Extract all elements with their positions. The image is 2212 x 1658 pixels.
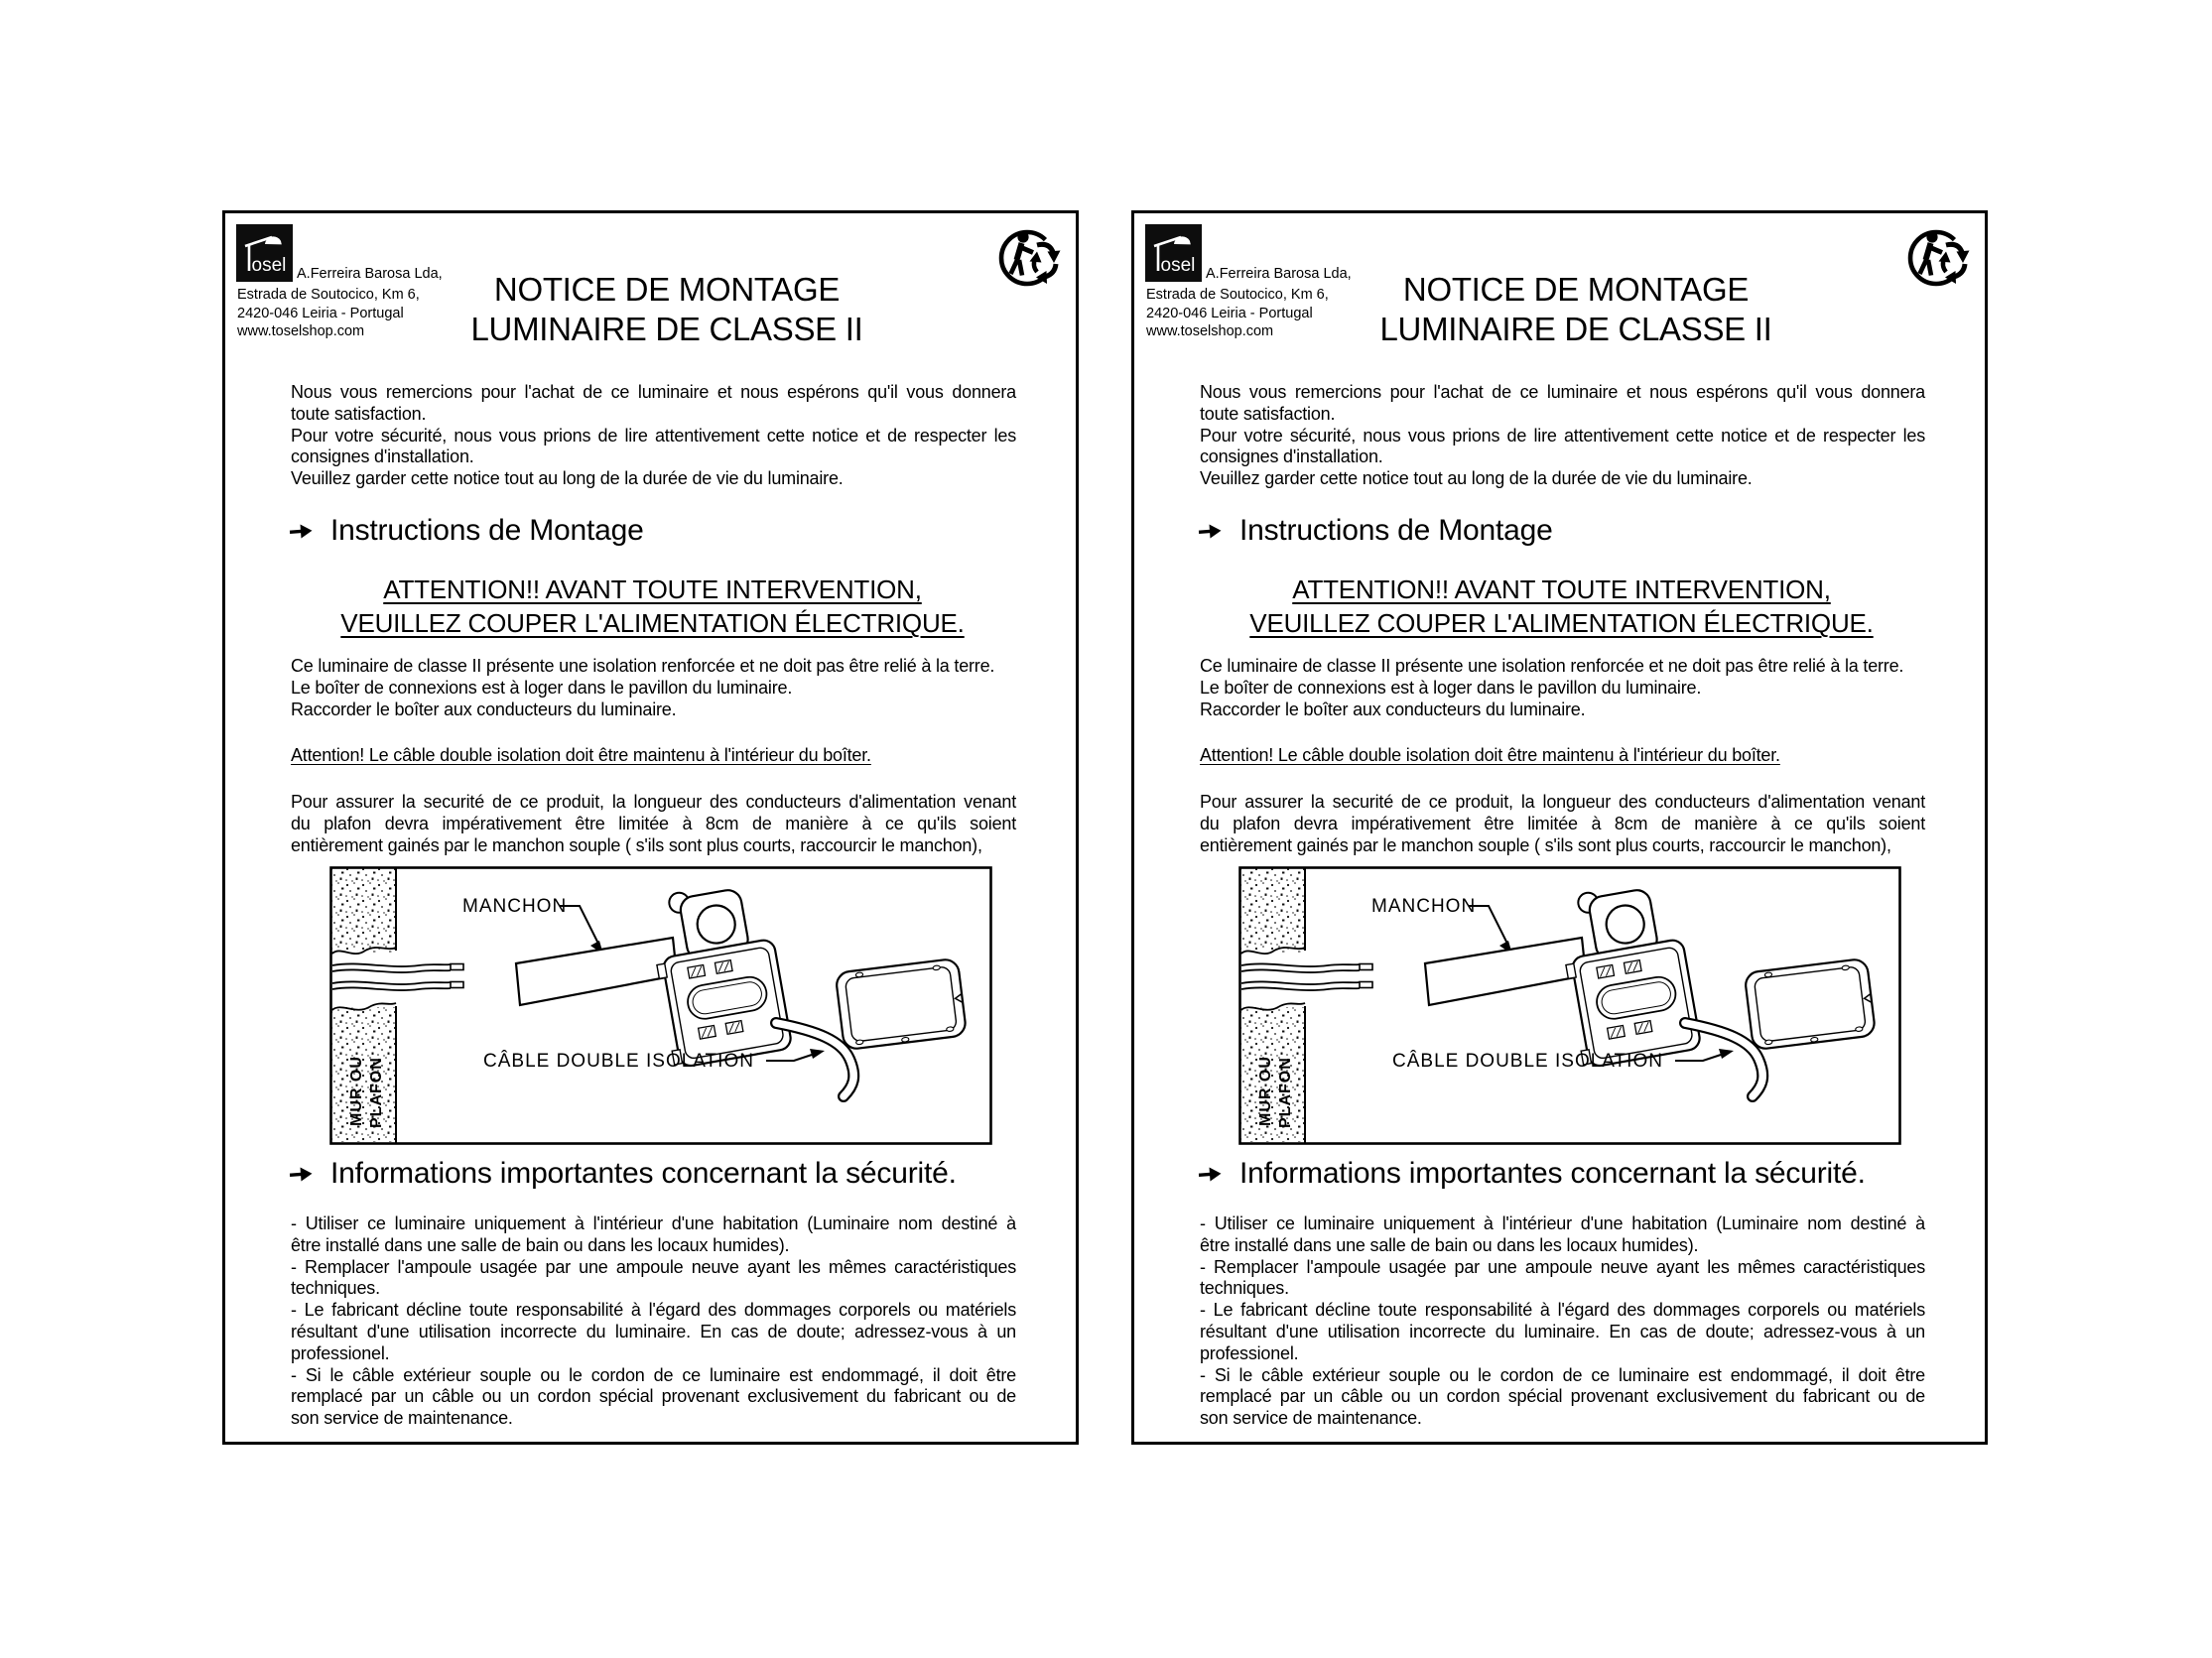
paragraph [1200, 426, 1925, 469]
text-line: professionel. [291, 1342, 390, 1363]
arrow-right-icon [1197, 522, 1222, 541]
paragraph [1200, 700, 1925, 721]
text-line: Ce luminaire de classe II présente une isolation renforcée et ne doit pas être relié à la terre. [291, 656, 995, 676]
paragraph [1200, 678, 1925, 700]
safety-items [291, 1213, 1016, 1430]
text-line: - Utiliser ce luminaire uniquement à l'intérieur d'une habitation (Luminaire nom destiné à [291, 1213, 1016, 1233]
section-heading-label: Informations importantes concernant la sécurité. [1239, 1157, 1866, 1190]
text-line: Raccorder le boîter aux conducteurs du luminaire. [291, 699, 677, 719]
safety-item [1200, 1213, 1925, 1257]
text-line: remplacé par un câble ou un cordon spécial provenant exclusivement du fabricant ou de [1200, 1386, 1925, 1407]
company-website: www.toselshop.com [1146, 323, 1274, 339]
safety-item [291, 1257, 1016, 1301]
paragraph [291, 678, 1016, 700]
safety-item [291, 1300, 1016, 1364]
lamp-icon [236, 224, 293, 282]
manchon-label: MANCHON [1371, 896, 1477, 917]
text-line: - Si le câble extérieur souple ou le cordon de ce luminaire est endommagé, il doit être [291, 1364, 1016, 1385]
text-line: résultant d'une utilisation incorrecte du luminaire. En cas de doute; adressez-vous à un [291, 1321, 1016, 1341]
paragraph [291, 468, 1016, 490]
notice-page [1131, 210, 1988, 1445]
warning-line-2: VEUILLEZ COUPER L'ALIMENTATION ÉLECTRIQUE. [340, 608, 965, 638]
triman-recycling-icon [1906, 222, 1972, 292]
triman-recycling-icon [997, 222, 1063, 292]
text-line: Veuillez garder cette notice tout au long de la durée de vie du luminaire. [1200, 468, 1753, 489]
class2-paragraphs [1200, 656, 1925, 720]
text-line: techniques. [1200, 1278, 1289, 1299]
warning-text [289, 573, 1016, 640]
paragraph [291, 656, 1016, 678]
intro-paragraphs [291, 382, 1016, 490]
text-line: remplacé par un câble ou un cordon spécial provenant exclusivement du fabricant ou de [291, 1386, 1016, 1407]
paragraph [1200, 656, 1925, 678]
paragraph [291, 700, 1016, 721]
class2-paragraphs [291, 656, 1016, 720]
wall-label-line1: MUR OU [1257, 1056, 1274, 1126]
text-line: - Si le câble extérieur souple ou le cordon de ce luminaire est endommagé, il doit être [1200, 1364, 1925, 1385]
wall-label-line2: PLAFON [368, 1057, 385, 1128]
address-line-1: Estrada de Soutocico, Km 6, [237, 287, 420, 303]
cable-label: CÂBLE DOUBLE ISOLATION [1392, 1051, 1663, 1072]
attention-note: Attention! Le câble double isolation doit être maintenu à l'intérieur du boîter. [291, 745, 871, 765]
title-line-1: NOTICE DE MONTAGE [1402, 271, 1750, 308]
text-line: son service de maintenance. [1200, 1408, 1422, 1429]
text-line: être installé dans une salle de bain ou dans les locaux humides). [1200, 1234, 1699, 1255]
text-line: Pour votre sécurité, nous vous prions de lire attentivement cette notice et de respecter les [1200, 425, 1925, 446]
address-line-1: Estrada de Soutocico, Km 6, [1146, 287, 1329, 303]
cover-plate [1745, 958, 1877, 1051]
section-heading-montage [1198, 514, 1553, 548]
lamp-icon [1145, 224, 1202, 282]
section-heading-label: Instructions de Montage [330, 514, 644, 547]
safety-paragraph [291, 792, 1016, 856]
company-name: A.Ferreira Barosa Lda, [297, 266, 443, 282]
company-website: www.toselshop.com [237, 323, 365, 339]
text-line: du plafon devra impérativement être limitée à 8cm de manière à ce qu'ils soient [291, 813, 1016, 833]
warning-line-2: VEUILLEZ COUPER L'ALIMENTATION ÉLECTRIQUE. [1249, 608, 1874, 638]
safety-item [291, 1213, 1016, 1257]
text-line: Nous vous remercions pour l'achat de ce luminaire et nous espérons qu'il vous donnera [291, 382, 1016, 402]
notice-page [222, 210, 1079, 1445]
installation-diagram [329, 866, 992, 1145]
paragraph [1200, 382, 1925, 426]
text-line: consignes d'installation. [291, 446, 474, 467]
manchon-label: MANCHON [462, 896, 568, 917]
intro-paragraphs [1200, 382, 1925, 490]
text-line: être installé dans une salle de bain ou dans les locaux humides). [291, 1234, 790, 1255]
section-heading-montage [289, 514, 644, 548]
text-line: Pour assurer la securité de ce produit, la longueur des conducteurs d'alimentation venant [291, 792, 1016, 812]
text-line: Le boîter de connexions est à loger dans le pavillon du luminaire. [1200, 677, 1702, 698]
text-line: - Remplacer l'ampoule usagée par une ampoule neuve ayant les mêmes caractéristiques [291, 1256, 1016, 1277]
title-line-1: NOTICE DE MONTAGE [493, 271, 841, 308]
wall-label-line2: PLAFON [1277, 1057, 1294, 1128]
installation-diagram [1238, 866, 1901, 1145]
recycling-arrows [1939, 244, 1970, 284]
logo-text: osel [1160, 255, 1196, 276]
title-line-2: LUMINAIRE DE CLASSE II [1379, 311, 1772, 347]
section-heading-securite [1198, 1157, 1866, 1191]
text-line: Veuillez garder cette notice tout au long de la durée de vie du luminaire. [291, 468, 844, 489]
warning-line-1: ATTENTION!! AVANT TOUTE INTERVENTION, [383, 574, 922, 604]
text-line: - Utiliser ce luminaire uniquement à l'intérieur d'une habitation (Luminaire nom destiné à [1200, 1213, 1925, 1233]
warning-text [1198, 573, 1925, 640]
section-heading-label: Informations importantes concernant la sécurité. [330, 1157, 957, 1190]
tosel-logo [1145, 224, 1202, 282]
arrow-right-icon [288, 1165, 313, 1184]
page-title [1268, 270, 1884, 349]
safety-item [1200, 1257, 1925, 1301]
text-line: entièrement gainés par le manchon souple ( s'ils sont plus courts, raccourcir le manchon), [291, 834, 982, 855]
arrow-right-icon [1197, 1165, 1222, 1184]
recycling-arrows [1030, 244, 1061, 284]
title-line-2: LUMINAIRE DE CLASSE II [470, 311, 863, 347]
paragraph [1200, 468, 1925, 490]
section-heading-label: Instructions de Montage [1239, 514, 1553, 547]
text-line: résultant d'une utilisation incorrecte du luminaire. En cas de doute; adressez-vous à un [1200, 1321, 1925, 1341]
company-name: A.Ferreira Barosa Lda, [1206, 266, 1352, 282]
cable-label: CÂBLE DOUBLE ISOLATION [483, 1051, 754, 1072]
text-line: Nous vous remercions pour l'achat de ce luminaire et nous espérons qu'il vous donnera [1200, 382, 1925, 402]
safety-item [1200, 1365, 1925, 1430]
text-line: entièrement gainés par le manchon souple ( s'ils sont plus courts, raccourcir le manchon), [1200, 834, 1891, 855]
paragraph [291, 426, 1016, 469]
text-line: Ce luminaire de classe II présente une isolation renforcée et ne doit pas être relié à la terre. [1200, 656, 1904, 676]
text-line: toute satisfaction. [291, 403, 427, 424]
text-line: toute satisfaction. [1200, 403, 1336, 424]
cover-plate [836, 958, 968, 1051]
page-title [359, 270, 975, 349]
section-heading-securite [289, 1157, 957, 1191]
text-line: du plafon devra impérativement être limitée à 8cm de manière à ce qu'ils soient [1200, 813, 1925, 833]
text-line: son service de maintenance. [291, 1408, 513, 1429]
text-line: Le boîter de connexions est à loger dans le pavillon du luminaire. [291, 677, 793, 698]
safety-item [1200, 1300, 1925, 1364]
logo-text: osel [251, 255, 287, 276]
paragraph [291, 382, 1016, 426]
warning-line-1: ATTENTION!! AVANT TOUTE INTERVENTION, [1292, 574, 1831, 604]
address-line-2: 2420-046 Leiria - Portugal [237, 305, 404, 321]
text-line: - Remplacer l'ampoule usagée par une ampoule neuve ayant les mêmes caractéristiques [1200, 1256, 1925, 1277]
safety-paragraph [1200, 792, 1925, 856]
text-line: - Le fabricant décline toute responsabilité à l'égard des dommages corporels ou matériels [291, 1300, 1016, 1321]
text-line: techniques. [291, 1278, 380, 1299]
arrow-right-icon [288, 522, 313, 541]
safety-items [1200, 1213, 1925, 1430]
text-line: Raccorder le boîter aux conducteurs du luminaire. [1200, 699, 1586, 719]
text-line: - Le fabricant décline toute responsabilité à l'égard des dommages corporels ou matériels [1200, 1300, 1925, 1321]
attention-note: Attention! Le câble double isolation doit être maintenu à l'intérieur du boîter. [1200, 745, 1780, 765]
safety-item [291, 1365, 1016, 1430]
text-line: professionel. [1200, 1342, 1299, 1363]
text-line: Pour assurer la securité de ce produit, la longueur des conducteurs d'alimentation venant [1200, 792, 1925, 812]
text-line: consignes d'installation. [1200, 446, 1383, 467]
wall-label-line1: MUR OU [348, 1056, 365, 1126]
text-line: Pour votre sécurité, nous vous prions de lire attentivement cette notice et de respecter les [291, 425, 1016, 446]
tosel-logo [236, 224, 293, 282]
address-line-2: 2420-046 Leiria - Portugal [1146, 305, 1313, 321]
